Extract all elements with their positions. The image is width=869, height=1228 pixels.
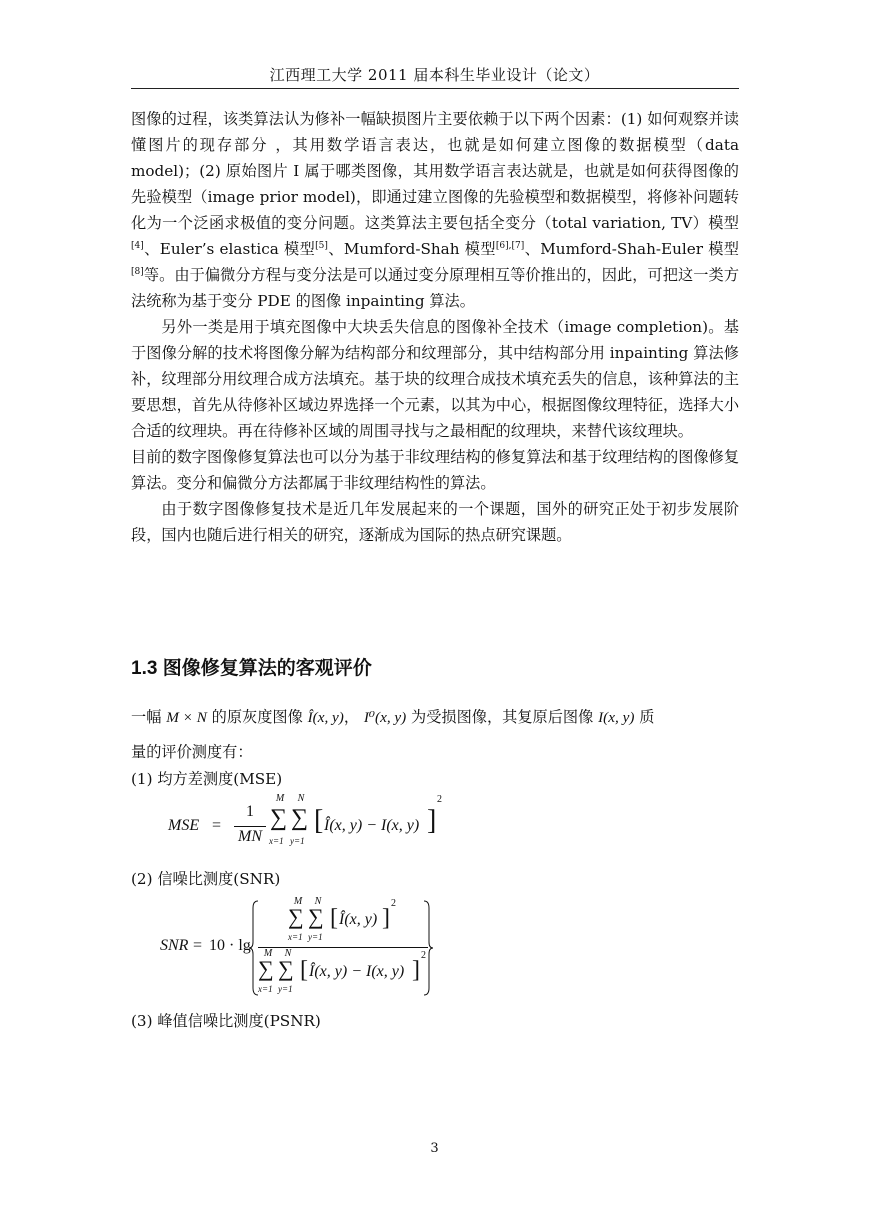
snr-num-bracket-left: [ [330, 905, 338, 931]
snr-den-exponent: 2 [421, 950, 426, 961]
mse-exponent: 2 [437, 794, 442, 805]
body-text [131, 106, 739, 548]
mse-equals: = [212, 817, 222, 834]
snr-lhs: SNR [160, 937, 189, 954]
metric-intro [131, 700, 739, 769]
snr-den-sum1-lower: x=1 [258, 984, 273, 994]
snr-den-bracket-left: [ [300, 957, 308, 983]
mse-fraction-bar [234, 826, 266, 827]
citation-4: [4] [131, 241, 144, 251]
page-header: 江西理工大学 2011 届本科生毕业设计（论文） [269, 66, 600, 84]
snr-num-term: Î(x, y) [339, 911, 378, 928]
snr-brace-left [249, 900, 259, 996]
snr-den-bracket-right: ] [412, 957, 420, 983]
snr-num-sum2: ∑ [308, 904, 324, 929]
snr-num-sum2-upper: N [314, 896, 322, 907]
snr-den-sum2-upper: N [284, 948, 292, 959]
item-snr: (2) 信噪比测度(SNR) [131, 870, 281, 888]
citation-6-7: [6],[7] [495, 241, 525, 251]
item-psnr: (3) 峰值信噪比测度(PSNR) [131, 1012, 321, 1030]
snr-den-sum1: ∑ [258, 956, 274, 981]
item-mse: (1) 均方差测度(MSE) [131, 770, 283, 788]
mse-lhs: MSE [168, 817, 200, 834]
mse-numerator: 1 [246, 803, 254, 820]
mse-formula [168, 793, 448, 860]
section-heading: 1.3 图像修复算法的客观评价 [131, 658, 372, 679]
intro-math-i: I(x, y) [598, 709, 635, 726]
paragraph-2: 另外一类是用于填充图像中大块丢失信息的图像补全技术（image completion)。基于图像分解的技术将图像分解为结构部分和纹理部分，其中结构部分用 inpainting 算法修补，纹理部分用纹理合成方法填充。基于块的纹理合成技术填充丢失的信息，该种算法的主要思想，首先从待修补区域边界选择一个元素，以其为中心，根据图像纹理特征，选择大小合适的纹理块。再在待修补区域的周围寻找与之最相配的纹理块，来替代该纹理块。 [131, 318, 739, 440]
page-number: 3 [430, 1141, 439, 1156]
snr-den-term: Î(x, y) − I(x, y) [309, 963, 405, 980]
snr-num-sum1: ∑ [288, 904, 304, 929]
mse-bracket-right: ] [427, 805, 437, 836]
mse-sum2-lower: y=1 [290, 836, 305, 846]
mse-denominator: MN [238, 828, 262, 845]
snr-den-sum2-lower: y=1 [278, 984, 293, 994]
p1-text-a: 图像的过程，该类算法认为修补一幅缺损图片主要依赖于以下两个因素：(1) 如何观察并读懂图片的现存部分 ，其用数学语言表达，也就是如何建立图像的数据模型（data model)；(2) 原始图片 I 属于哪类图像，其用数学语言表达就是，也就是如何获得图像的先验模型（image prior model)，即通过建立图像的先验模型和数据模型，将修补问题转化为一个泛函求极值的变分问题。这类算法主要包括全变分（total variation, TV）模型 [131, 110, 739, 232]
intro-text-5: 质 [639, 708, 655, 726]
p1-text-c: 、Mumford-Shah 模型 [327, 240, 496, 258]
snr-num-exponent: 2 [391, 898, 396, 909]
mse-sum2: ∑ [291, 805, 309, 831]
intro-math-ihat: Î(x, y) [307, 709, 344, 726]
intro-text-2: 的原灰度图像 [211, 708, 303, 726]
intro-math-mn: M × N [166, 709, 207, 726]
mse-sum2-upper: N [297, 793, 305, 804]
snr-den-sum2: ∑ [278, 956, 294, 981]
citation-8: [8] [131, 267, 144, 277]
mse-bracket-left: [ [314, 805, 324, 836]
mse-sum1: ∑ [270, 805, 288, 831]
p1-text-d: 、Mumford-Shah-Euler 模型 [524, 240, 739, 258]
snr-num-sum1-lower: x=1 [288, 932, 303, 942]
paragraph-1 [131, 106, 739, 314]
right-brace-icon [423, 900, 433, 996]
mse-sum1-lower: x=1 [269, 836, 284, 846]
p1-text-b: 、Euler’s elastica 模型 [143, 240, 316, 258]
header-rule [131, 88, 739, 89]
snr-num-sum1-upper: M [293, 896, 303, 907]
intro-text-4: 为受损图像，其复原后图像 [411, 708, 594, 726]
p1-text-e: 等。由于偏微分方程与变分法是可以通过变分原理相互等价推出的，因此，可把这一类方法统称为基于变分 PDE 的图像 inpainting 算法。 [131, 266, 739, 310]
intro-math-i0: I⁰(x, y) [363, 709, 407, 726]
intro-text-1: 一幅 [131, 708, 162, 726]
mse-term: Î(x, y) − I(x, y) [324, 817, 420, 834]
snr-den-sum1-upper: M [263, 948, 273, 959]
mse-sum1-upper: M [275, 793, 285, 804]
snr-num-bracket-right: ] [382, 905, 390, 931]
snr-formula [160, 892, 460, 1002]
snr-brace-right [423, 900, 433, 996]
paragraph-3: 目前的数字图像修复算法也可以分为基于非纹理结构的修复算法和基于纹理结构的图像修复算法。变分和偏微分方法都属于非纹理结构性的算法。 [131, 448, 739, 492]
left-brace-icon [249, 900, 259, 996]
intro-text-6: 量的评价测度有： [131, 743, 253, 761]
snr-coefficient: 10 · lg [209, 937, 251, 954]
citation-5: [5] [315, 241, 328, 251]
paragraph-4: 由于数字图像修复技术是近几年发展起来的一个课题，国外的研究正处于初步发展阶段，国内也随后进行相关的研究，逐渐成为国际的热点研究课题。 [131, 500, 739, 544]
intro-text-3: ， [343, 708, 360, 726]
snr-equals: = [193, 937, 203, 954]
snr-num-sum2-lower: y=1 [308, 932, 323, 942]
